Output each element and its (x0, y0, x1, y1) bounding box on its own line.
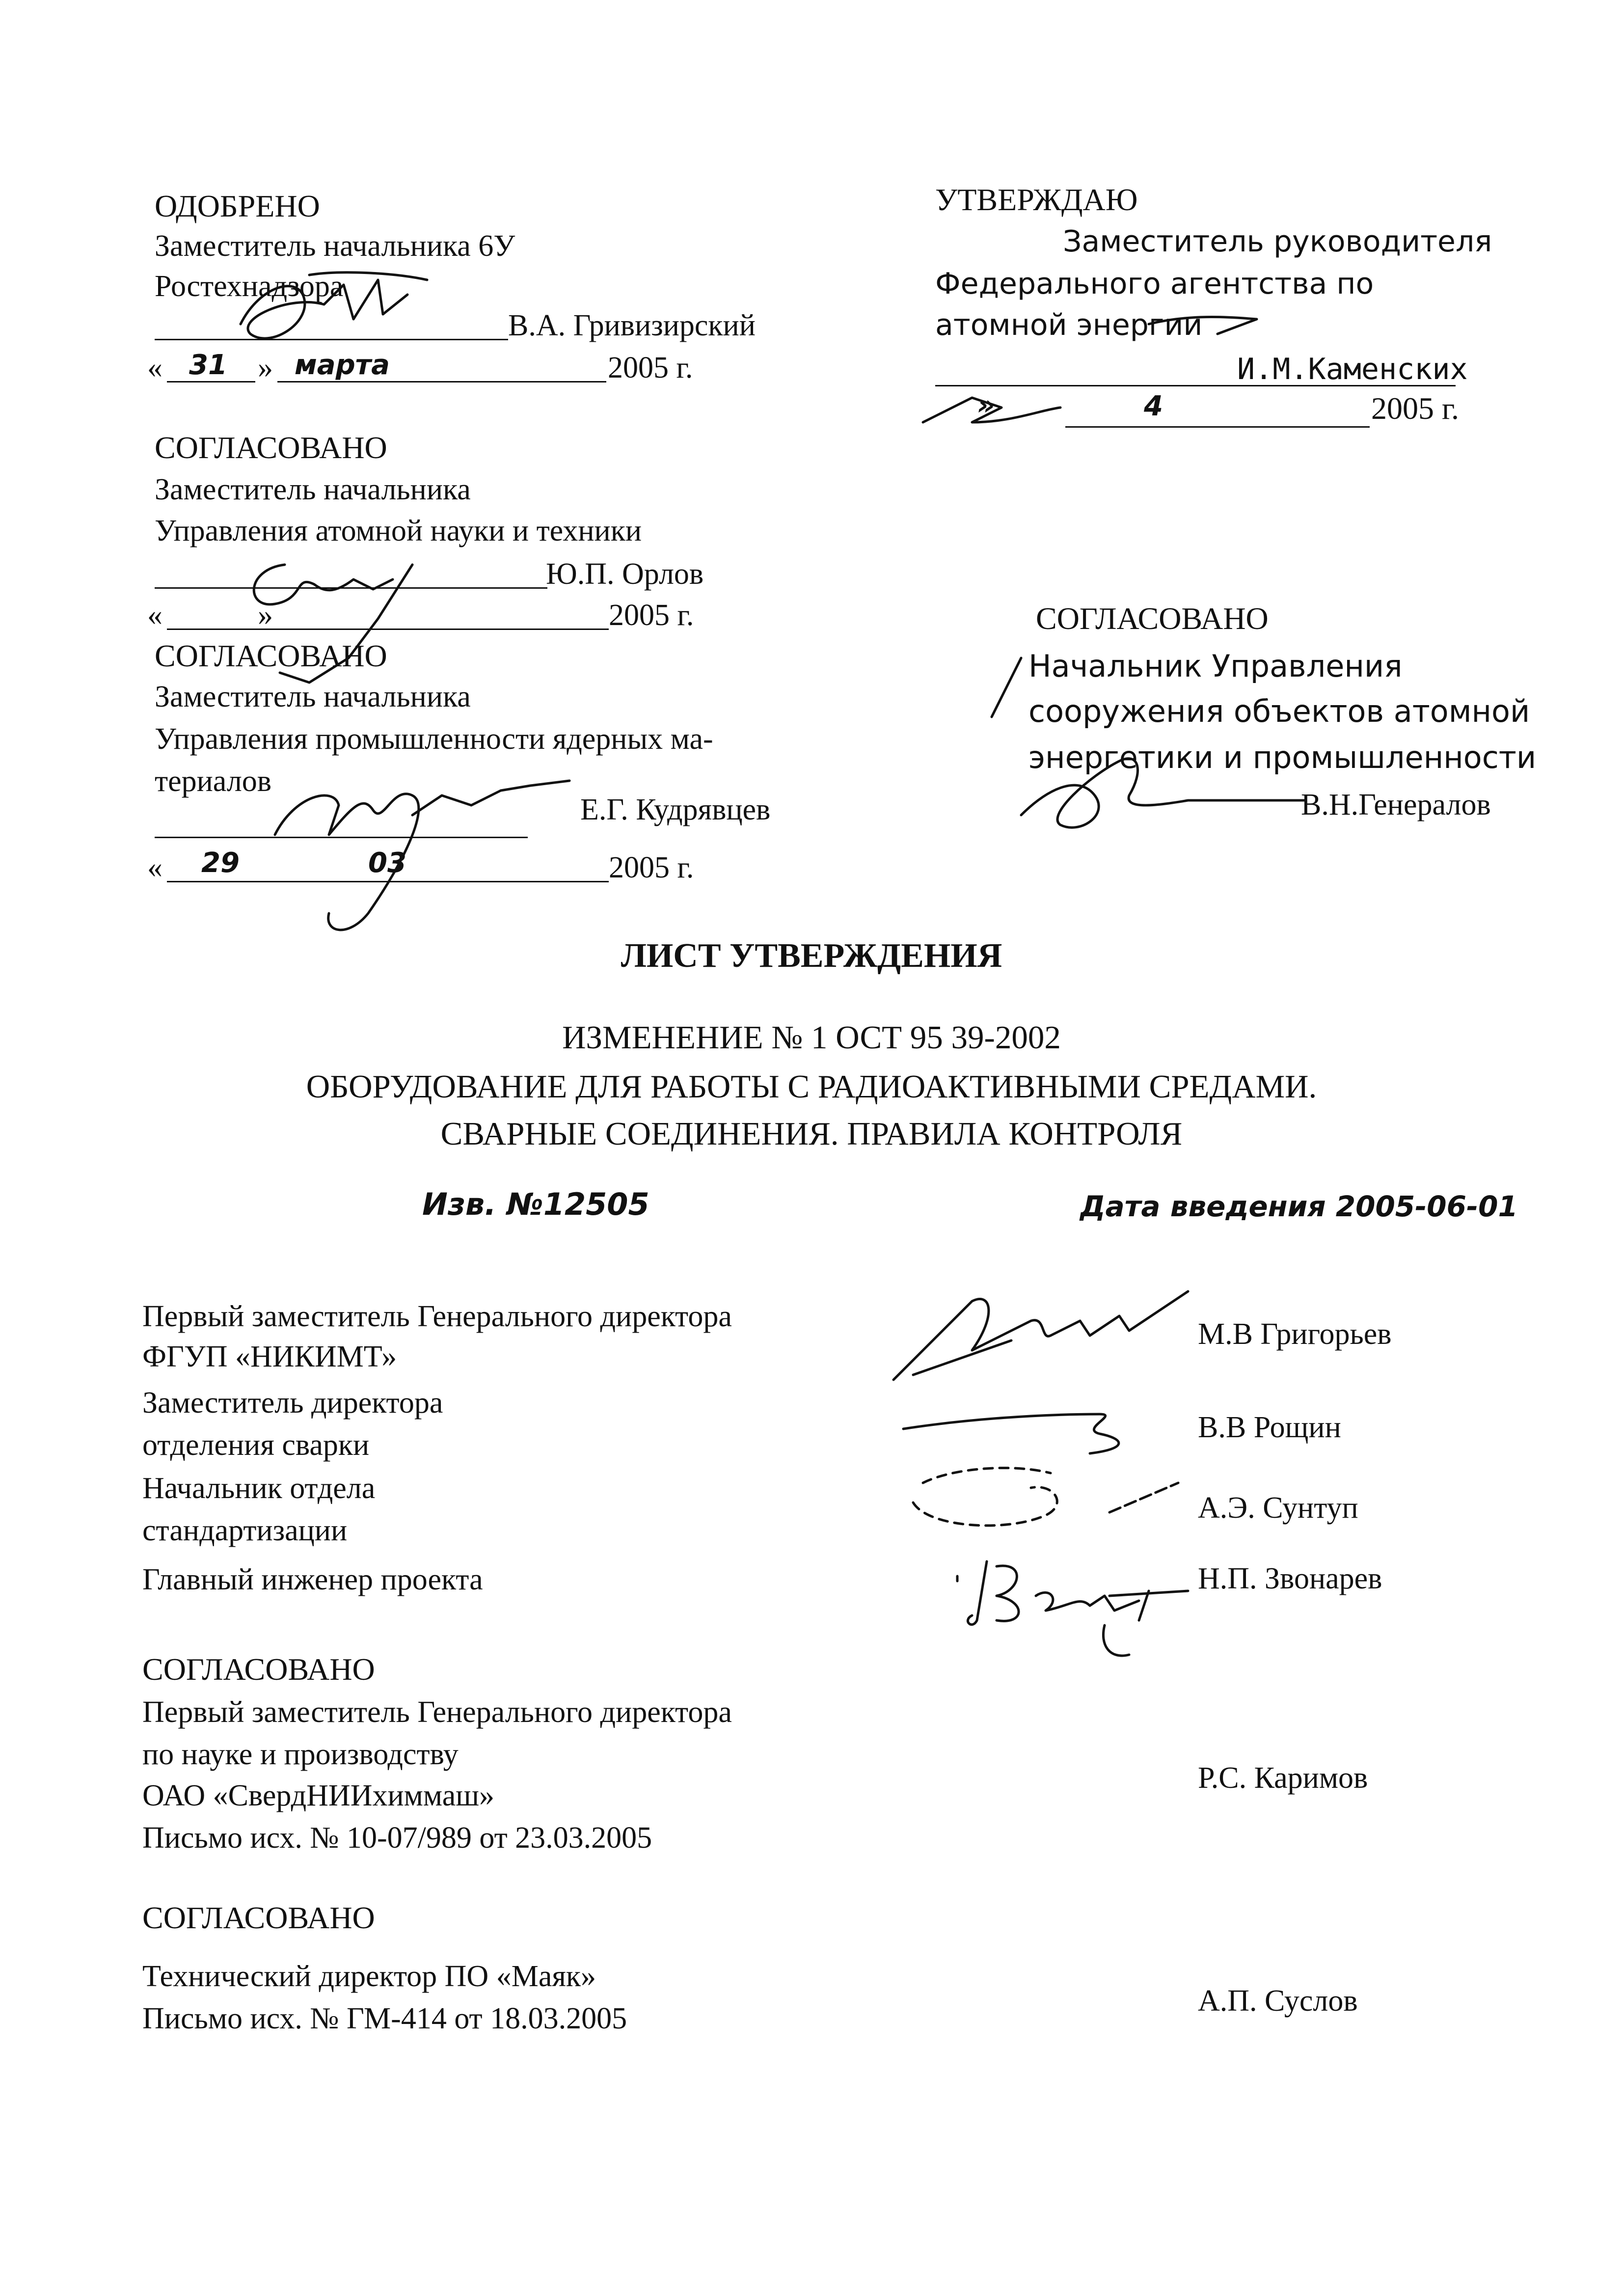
agreed2-signature (255, 766, 579, 943)
confirm-name: И.М.Каменских (1237, 352, 1468, 386)
agreed2-heading: СОГЛАСОВАНО (155, 638, 387, 673)
effective-date-handwritten: Дата введения 2005-06-01 (1080, 1190, 1518, 1223)
agreed1-date-open: « (147, 599, 162, 632)
agreed2-date-month: 03 (368, 847, 406, 879)
agreed2-date-open: « (147, 851, 162, 884)
agreed3-heading: СОГЛАСОВАНО (1036, 601, 1269, 636)
approved-line2: Ростехнадзора (155, 270, 344, 303)
approved-day-line (167, 381, 255, 383)
confirm-date-month: 4 (1144, 390, 1163, 422)
signer-department: отделения сварки (142, 1428, 370, 1462)
standard-title-line2: СВАРНЫЕ СОЕДИНЕНИЯ. ПРАВИЛА КОНТРОЛЯ (440, 1116, 1183, 1152)
agreed3-line3: энергетики и промышленности (1028, 739, 1537, 775)
approved-line1: Заместитель начальника 6У (155, 229, 515, 263)
signer-role: Первый заместитель Генерального директора (142, 1300, 732, 1333)
approved-date-open: « (147, 351, 162, 384)
standard-title-line1: ОБОРУДОВАНИЕ ДЛЯ РАБОТЫ С РАДИОАКТИВНЫМИ СРЕДАМИ. (306, 1068, 1317, 1105)
agreed4-heading: СОГЛАСОВАНО (142, 1652, 375, 1687)
page-title: ЛИСТ УТВЕРЖДЕНИЯ (621, 937, 1002, 975)
agreed4-line2: по науке и производству (142, 1738, 459, 1771)
approved-name: В.А. Гривизирский (508, 309, 756, 342)
agreed1-date-close: » (258, 599, 273, 632)
agreed5-name: А.П. Суслов (1198, 1984, 1358, 2018)
signer-signature (893, 1453, 1188, 1537)
signer-signature (884, 1282, 1198, 1390)
agreed2-line1: Заместитель начальника (155, 680, 471, 713)
approved-heading: ОДОБРЕНО (155, 189, 320, 223)
confirm-line2: Федерального агентства по (935, 267, 1374, 301)
agreed4-line3: ОАО «СвердНИИхиммаш» (142, 1779, 494, 1812)
agreed2-line3: териалов (155, 765, 272, 798)
signer-signature (943, 1547, 1198, 1665)
approved-signature (231, 265, 437, 363)
confirm-date-close: » (977, 389, 995, 421)
agreed4-line1: Первый заместитель Генерального директора (142, 1695, 732, 1729)
signer-name: А.Э. Сунтуп (1198, 1491, 1358, 1525)
signer-name: М.В Григорьев (1198, 1317, 1392, 1351)
signer-organization: ФГУП «НИКИМТ» (142, 1340, 397, 1373)
signer-role: Начальник отдела (142, 1472, 376, 1505)
approved-year: 2005 г. (608, 351, 693, 384)
signer-signature (893, 1399, 1149, 1458)
agreed4-name: Р.С. Каримов (1198, 1761, 1368, 1795)
signer-role: Главный инженер проекта (142, 1563, 483, 1596)
notice-number-handwritten: Изв. №12505 (422, 1186, 649, 1222)
signer-name: Н.П. Звонарев (1198, 1562, 1382, 1595)
agreed1-heading: СОГЛАСОВАНО (155, 430, 387, 465)
agreed3-line1: Начальник Управления (1028, 648, 1403, 684)
agreed1-name: Ю.П. Орлов (546, 557, 704, 591)
approved-date-month: марта (295, 349, 390, 381)
signer-name: В.В Рощин (1198, 1411, 1341, 1444)
change-number: ИЗМЕНЕНИЕ № 1 ОСТ 95 39-2002 (562, 1019, 1061, 1056)
agreed5-heading: СОГЛАСОВАНО (142, 1900, 375, 1935)
confirm-heading: УТВЕРЖДАЮ (935, 182, 1138, 217)
approved-month-line (277, 381, 606, 383)
signer-department: стандартизации (142, 1514, 348, 1547)
confirm-line3: атомной энергии (935, 308, 1203, 342)
agreed2-line2: Управления промышленности ядерных ма- (155, 722, 713, 756)
signer-role: Заместитель директора (142, 1386, 443, 1420)
agreed3-signature (982, 648, 1316, 845)
agreed3-name: В.Н.Генералов (1301, 788, 1491, 821)
agreed1-line2: Управления атомной науки и техники (155, 514, 642, 547)
approved-date-day: 31 (189, 349, 227, 381)
confirm-signature (913, 304, 1306, 432)
agreed2-date-day: 29 (201, 847, 240, 879)
agreed2-name: Е.Г. Кудрявцев (580, 793, 771, 826)
approved-date-close: » (258, 351, 273, 384)
agreed1-line1: Заместитель начальника (155, 473, 471, 506)
agreed4-letter-number: Письмо исх. № 10-07/989 (142, 1821, 480, 1855)
confirm-line1: Заместитель руководителя (1063, 224, 1492, 259)
confirm-year: 2005 г. (1371, 391, 1460, 426)
agreed5-line2: Письмо исх. № ГМ-414 от 18.03.2005 (142, 2002, 627, 2035)
agreed2-year: 2005 г. (609, 851, 694, 884)
agreed1-year: 2005 г. (609, 599, 694, 632)
agreed5-line1: Технический директор ПО «Маяк» (142, 1960, 596, 1993)
agreed4-line4 (142, 1823, 652, 1853)
agreed4-letter-date: от 23.03.2005 (479, 1821, 652, 1855)
agreed3-line2: сооружения объектов атомной (1028, 693, 1530, 729)
